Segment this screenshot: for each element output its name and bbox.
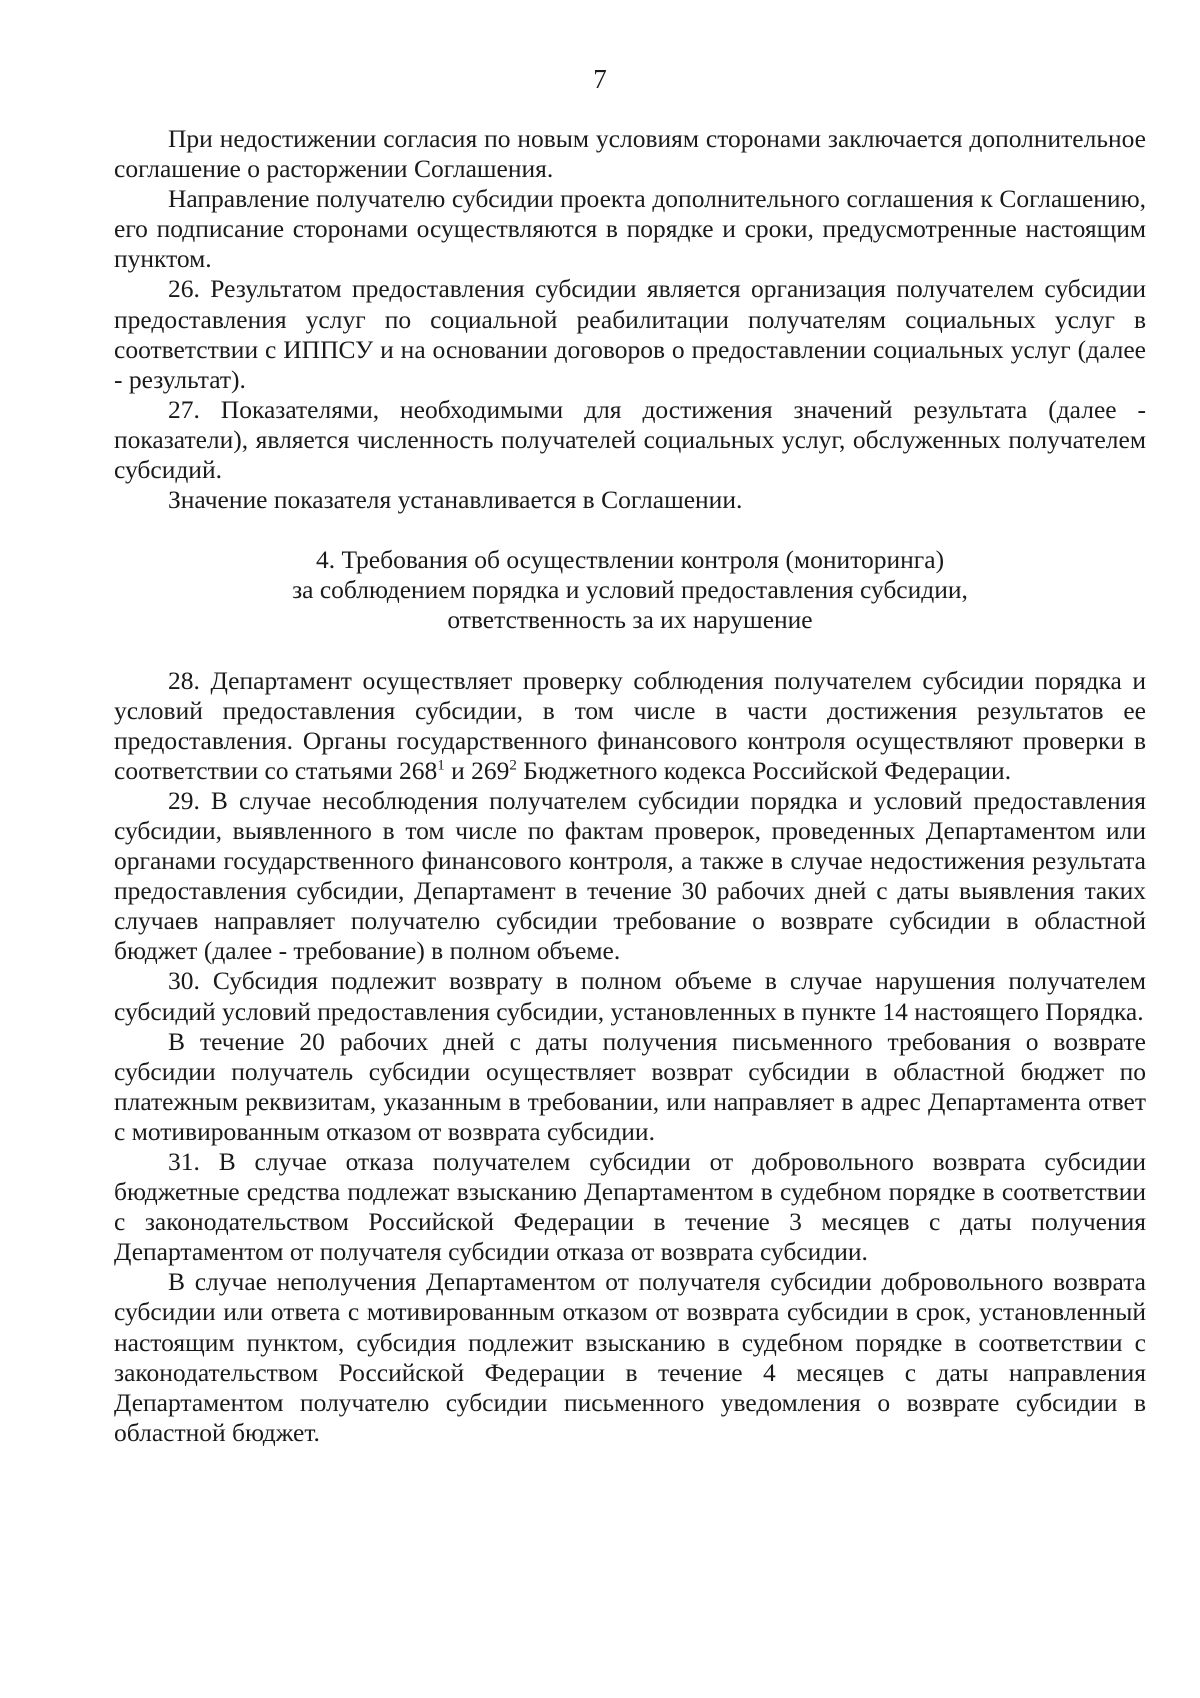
page-number: 7 xyxy=(593,64,607,94)
section-heading xyxy=(114,545,1146,635)
paragraph-28-text-2: и 269 xyxy=(444,755,510,785)
paragraph-26: 26. Результатом предоставления субсидии является организация получателем субсидии предоставления услуг по социальной реабилитации получателям социальных услуг в соответствии с ИППСУ и на основании договоров о предоставлении социальных услуг (далее - результат). xyxy=(114,274,1146,394)
footnote-mark-2: 2 xyxy=(509,757,517,774)
paragraph-no-agreement: При недостижении согласия по новым условиям сторонами заключается дополнительное соглашение о расторжении Соглашения. xyxy=(114,124,1146,184)
section-heading-line-1: 4. Требования об осуществлении контроля (мониторинга) xyxy=(315,545,945,575)
paragraph-30: 30. Субсидия подлежит возврату в полном объеме в случае нарушения получателем субсидий условий предоставления субсидии, установленных в пункте 14 настоящего Порядка. xyxy=(114,966,1146,1026)
document-body xyxy=(114,124,1146,1448)
paragraph-27: 27. Показателями, необходимыми для достижения значений результата (далее - показатели), является численность получателей социальных услуг, обслуженных получателем субсидий. xyxy=(114,394,1146,485)
paragraph-non-receipt: В случае неполучения Департаментом от получателя субсидии добровольного возврата субсидии или ответа с мотивированным отказом от возврата субсидии в срок, установленный настоящим пунктом, субсидия подлежит взысканию в судебном порядке в соответствии с законодательством Российской Федерации в течение 4 месяцев с даты направления Департаментом получателю субсидии письменного уведомления о возврате субсидии в областной бюджет. xyxy=(114,1267,1146,1447)
paragraph-29: 29. В случае несоблюдения получателем субсидии порядка и условий предоставления субсидии, выявленного в том числе по фактам проверок, проведенных Департаментом или органами государственного финансового контроля, а также в случае недостижения результата предоставления субсидии, Департамент в течение 30 рабочих дней с даты выявления таких случаев направляет получателю субсидии требование о возврате субсидии в областной бюджет (далее - требование) в полном объеме. xyxy=(114,785,1146,966)
section-heading-line-3: ответственность за их нарушение xyxy=(447,605,813,635)
section-heading-line-2: за соблюдением порядка и условий предоставления субсидии, xyxy=(292,575,968,605)
paragraph-28 xyxy=(114,666,1146,786)
paragraph-28-text-3: Бюджетного кодекса Российской Федерации. xyxy=(516,755,1012,785)
paragraph-return-term: В течение 20 рабочих дней с даты получения письменного требования о возврате субсидии получатель субсидии осуществляет возврат субсидии в областной бюджет по платежным реквизитам, указанным в требовании, или направляет в адрес Департамента ответ с мотивированным отказом от возврата субсидии. xyxy=(114,1026,1146,1146)
footnote-mark-1: 1 xyxy=(437,757,445,774)
paragraph-28-text-1: 28. Департамент осуществляет проверку соблюдения получателем субсидии порядка и условий предоставления субсидии, в том числе в части достижения результатов ее предоставления. Органы государственного финансового контроля осуществляют проверки в соответствии со статьями 268 xyxy=(114,665,1146,785)
paragraph-indicator-value: Значение показателя устанавливается в Соглашении. xyxy=(168,485,743,515)
paragraph-31: 31. В случае отказа получателем субсидии от добровольного возврата субсидии бюджетные средства подлежат взысканию Департаментом в судебном порядке в соответствии с законодательством Российской Федерации в течение 3 месяцев с даты получения Департаментом от получателя субсидии отказа от возврата субсидии. xyxy=(114,1147,1146,1267)
paragraph-draft-agreement: Направление получателю субсидии проекта дополнительного соглашения к Соглашению, его подписание сторонами осуществляются в порядке и сроки, предусмотренные настоящим пунктом. xyxy=(114,184,1146,274)
